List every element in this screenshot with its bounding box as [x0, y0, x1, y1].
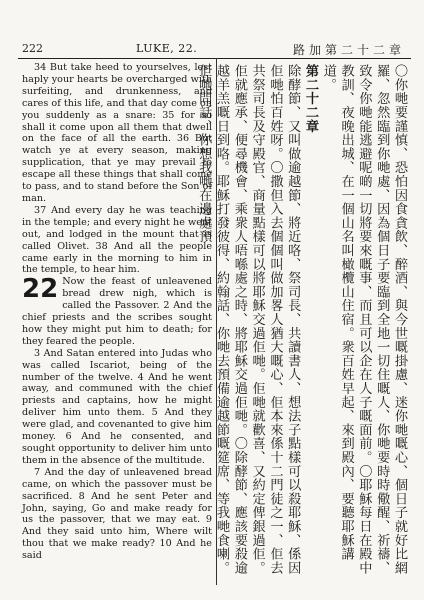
chinese-chapter-heading: 第二十二章	[303, 64, 319, 133]
chinese-chapter-title: 路加第二十二章	[292, 43, 405, 57]
chinese-text-block: 〇你哋要謹慎、恐怕因食貪飲、醉酒、與今世嘅掛慮、迷你哋嘅心、個日子就好比網羅、忽然臨到你哋處、因為個日子要臨到全地一切住嘅人、你哋要時時儆醒、祈禱、致令你哋能逃避呢啲一切將要來嘅事、而且可以企在人子嘅面前。〇耶穌每日在殿中教訓、夜晚出城、在一個山名叫橄欖山住宿。衆百姓早起、來到殿內、要聽耶穌講道。	[320, 64, 407, 575]
chinese-column	[196, 64, 408, 584]
page-number: 222	[22, 42, 43, 55]
bible-page	[18, 40, 411, 585]
book-chapter-title: LUKE, 22.	[136, 42, 198, 55]
english-paragraph: 37 And every day he was teaching in the temple; and every night he went out, and lodged in the mount that is called Olivet. 38 And all the people came early in the morning to him in the temple, to hear him.	[22, 204, 212, 276]
page-header	[18, 40, 411, 59]
english-column	[22, 62, 212, 584]
chapter-number: 22	[22, 274, 59, 305]
english-paragraph: 3 And Satan entered into Judas who was called Iscariot, being of the number of the twelve. 4 And he went away, and communed with the chief priests and captains, how he might deliver him unto them. 5 And they were glad, and covenanted to give him money. 6 And he consented, and sought opportunity to deliver him unto them in the absence of the multitude.	[22, 347, 212, 466]
english-paragraph: 7 And the day of unleavened bread came, on which the passover must be sacrificed. 8 And he sent Peter and John, saying, Go and make ready for us the passover, that we may eat. 9 And they said unto him, Where wilt thou that we make ready? 10 And he said	[22, 466, 212, 562]
english-paragraph	[22, 276, 212, 347]
chapter-opening-text: Now the feast of unleavened bread drew nigh, which is called the Passover. 2 And the chief priests and the scribes sought how they might put him to death; for they feared the people.	[22, 276, 212, 347]
english-paragraph: 34 But take heed to yourselves, lest haply your hearts be overcharged with surfeiting, and drunkenness, and cares of this life, and that day come on you suddenly as a snare: 35 for so shall it come upon all them that dwell on the face of all the earth. 36 But watch ye at every season, making supplication, that ye may prevail to escape all these things that shall come to pass, and to stand before the Son of man.	[22, 62, 212, 204]
chinese-text-block: 除酵節、又叫做逾越節、將近咯、祭司長、共讀書人、想法子點樣可以殺耶穌、係因佢哋怕百姓呀。〇撒但入去個個叫做加畧人猶大嘅心、佢本來係十二門徒之一、佢去共祭司長及守殿官、商量點樣可以將耶穌交過佢哋。佢哋就歡喜、又約定俾銀過佢。佢就應承、便尋機會、乘衆人唔喺處之時、將耶穌交過佢哋。〇除酵節、應該要殺逾越羊羔嘅日到咯。耶穌打發彼得、約翰話、你哋去預備逾越節嘅筵席、等我哋食喇。佢哋問話、你想我哋在邊處預	[196, 64, 301, 575]
